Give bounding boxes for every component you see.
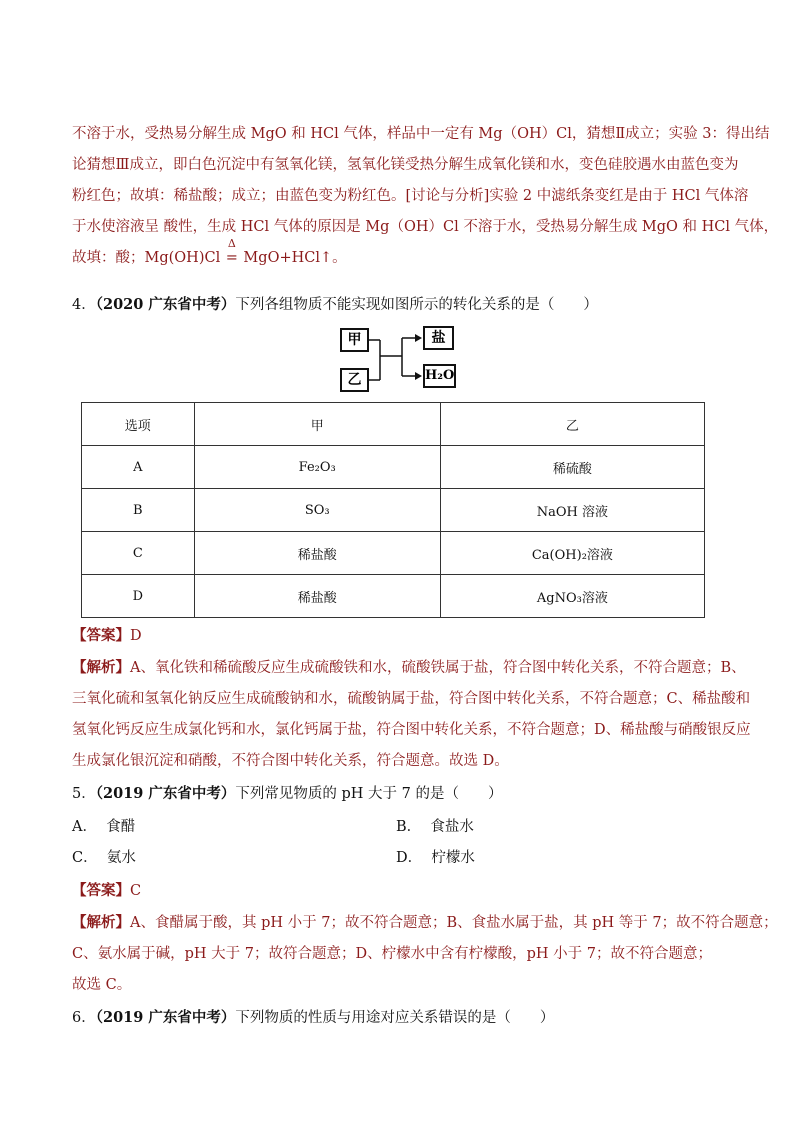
diagram-box-yi: 乙 bbox=[340, 368, 369, 392]
analysis-label: 【解析】 bbox=[72, 914, 130, 931]
intro-line-4: 于水使溶液呈 酸性，生成 HCl 气体的原因是 Mg（OH）Cl 不溶于水，受热易分解生成 MgO 和 HCl 气体， bbox=[72, 219, 779, 235]
table-header-yi: 乙 bbox=[440, 403, 704, 446]
question-6-number: 6． bbox=[72, 1010, 96, 1026]
question-4-analysis-line-1 bbox=[72, 656, 746, 677]
analysis-text: A、氧化铁和稀硫酸反应生成硫酸铁和水，硫酸铁属于盐，符合图中转化关系，不符合题意；B、 bbox=[130, 660, 746, 676]
table-header-row bbox=[82, 403, 705, 446]
question-4-analysis-line-3: 氢氧化钙反应生成氯化钙和水，氯化钙属于盐，符合图中转化关系，不符合题意；D、稀盐酸与硝酸银反应 bbox=[72, 722, 751, 738]
question-5-analysis-line-3: 故选 C。 bbox=[72, 977, 132, 993]
table-cell-option: A bbox=[82, 446, 195, 489]
intro-line-5 bbox=[72, 237, 347, 267]
heat-equation-sign bbox=[225, 237, 239, 266]
question-5-option-b bbox=[396, 815, 474, 836]
intro-line-1: 不溶于水，受热易分解生成 MgO 和 HCl 气体，样品中一定有 Mg（OH）Cl，猜想Ⅱ成立；实验 3：得出结 bbox=[72, 126, 770, 142]
answer-label: 【答案】 bbox=[72, 882, 130, 899]
question-4-analysis-line-2: 三氧化硫和氢氧化钠反应生成硫酸钠和水，硫酸钠属于盐，符合图中转化关系，不符合题意；C、稀盐酸和 bbox=[72, 691, 751, 707]
diagram-box-water: H₂O bbox=[423, 364, 456, 388]
table-row bbox=[82, 489, 705, 532]
analysis-text: A、食醋属于酸，其 pH 小于 7；故不符合题意；B、食盐水属于盐，其 pH 等于 7；故不符合题意； bbox=[130, 915, 778, 931]
option-text: 柠檬水 bbox=[431, 850, 475, 866]
table-cell-yi: AgNO₃溶液 bbox=[440, 575, 704, 618]
question-6-stem: 下列物质的性质与用途对应关系错误的是（ ） bbox=[235, 1010, 555, 1026]
table-cell-yi: NaOH 溶液 bbox=[440, 489, 704, 532]
diagram-box-jia: 甲 bbox=[340, 328, 369, 352]
delta-symbol: Δ bbox=[227, 237, 236, 250]
question-5-stem: 下列常见物质的 pH 大于 7 的是（ ） bbox=[235, 786, 503, 802]
table-cell-yi: 稀硫酸 bbox=[440, 446, 704, 489]
equals-sign: = bbox=[225, 250, 238, 266]
intro-line-5-pre: 故填：酸；Mg(OH)Cl bbox=[72, 250, 225, 266]
question-5-source: （2019 广东省中考） bbox=[95, 785, 236, 802]
table-row bbox=[82, 446, 705, 489]
question-4-number: 4． bbox=[72, 297, 96, 313]
table-row bbox=[82, 532, 705, 575]
question-4-analysis-line-4: 生成氯化银沉淀和硝酸，不符合图中转化关系，符合题意。故选 D。 bbox=[72, 753, 509, 769]
question-5-title bbox=[72, 782, 502, 803]
question-4-answer bbox=[72, 624, 142, 645]
table-cell-option: D bbox=[82, 575, 195, 618]
intro-line-3: 粉红色；故填：稀盐酸；成立；由蓝色变为粉红色。[讨论与分析]实验 2 中滤纸条变红是由于 HCl 气体溶 bbox=[72, 188, 749, 204]
option-text: 食醋 bbox=[106, 819, 136, 835]
table-cell-yi: Ca(OH)₂溶液 bbox=[440, 532, 704, 575]
table-cell-jia: 稀盐酸 bbox=[194, 575, 440, 618]
analysis-label: 【解析】 bbox=[72, 659, 130, 676]
answer-value: C bbox=[130, 883, 142, 899]
table-row bbox=[82, 575, 705, 618]
question-5-option-d bbox=[396, 846, 475, 867]
answer-value: D bbox=[130, 628, 142, 644]
question-4-stem: 下列各组物质不能实现如图所示的转化关系的是（ ） bbox=[235, 297, 598, 313]
question-5-option-c bbox=[72, 846, 136, 867]
option-label: A． bbox=[72, 819, 97, 835]
question-6-title bbox=[72, 1006, 554, 1027]
table-cell-jia: 稀盐酸 bbox=[194, 532, 440, 575]
intro-line-5-post: MgO+HCl↑。 bbox=[238, 250, 347, 266]
table-header-option: 选项 bbox=[82, 403, 195, 446]
table-cell-jia: SO₃ bbox=[194, 489, 440, 532]
option-label: D． bbox=[396, 850, 423, 866]
question-5-option-a bbox=[72, 815, 135, 836]
answer-label: 【答案】 bbox=[72, 627, 130, 644]
question-6-source: （2019 广东省中考） bbox=[95, 1009, 236, 1026]
question-5-number: 5． bbox=[72, 786, 96, 802]
question-4-source: （2020 广东省中考） bbox=[95, 296, 236, 313]
option-text: 氨水 bbox=[106, 850, 136, 866]
question-5-analysis-line-2: C、氨水属于碱，pH 大于 7；故符合题意；D、柠檬水中含有柠檬酸，pH 小于 7；故不符合题意； bbox=[72, 946, 712, 962]
table-header-jia: 甲 bbox=[194, 403, 440, 446]
table-cell-jia: Fe₂O₃ bbox=[194, 446, 440, 489]
table-cell-option: C bbox=[82, 532, 195, 575]
conversion-diagram bbox=[340, 324, 460, 396]
option-text: 食盐水 bbox=[430, 819, 474, 835]
diagram-box-salt: 盐 bbox=[423, 326, 454, 350]
table-cell-option: B bbox=[82, 489, 195, 532]
question-4-title bbox=[72, 293, 598, 314]
option-label: C． bbox=[72, 850, 98, 866]
question-5-analysis-line-1 bbox=[72, 911, 778, 932]
option-label: B． bbox=[396, 819, 422, 835]
options-table bbox=[81, 402, 705, 618]
intro-line-2: 论猜想Ⅲ成立，即白色沉淀中有氢氧化镁，氢氧化镁受热分解生成氧化镁和水，变色硅胶遇水由蓝色变为 bbox=[72, 157, 739, 173]
question-5-answer bbox=[72, 879, 141, 900]
